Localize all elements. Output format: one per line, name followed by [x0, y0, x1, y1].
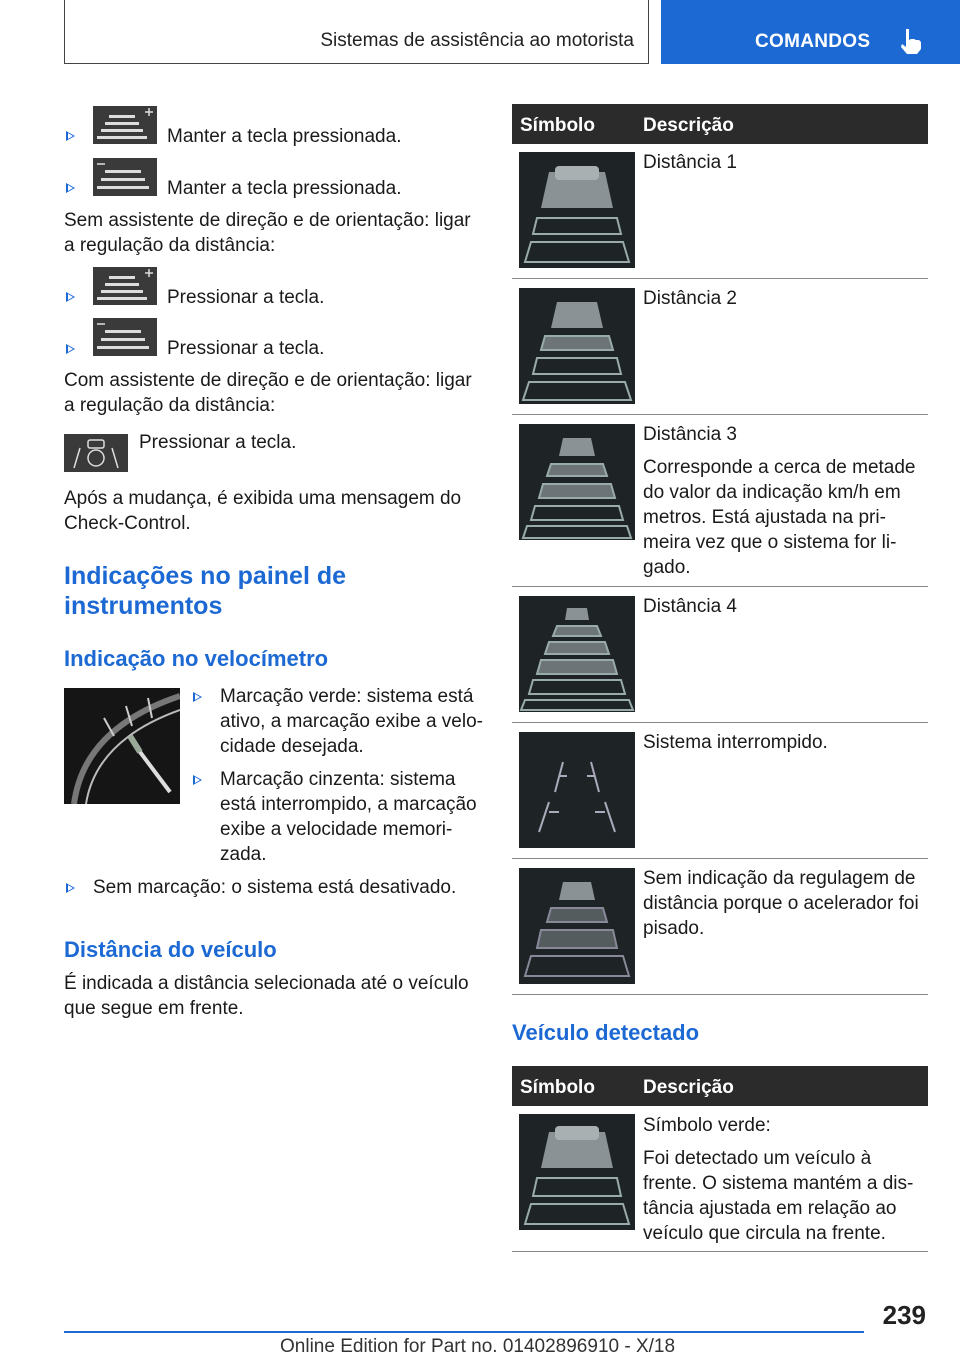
column-header-symbol: Símbolo: [520, 1077, 595, 1098]
paragraph-4-line-1: É indicada a distância selecionada até o veículo: [64, 973, 469, 994]
speedometer-image: [64, 688, 180, 804]
item-3-text: Pressionar a tecla.: [167, 287, 325, 308]
vehicle-detected-line-4: veículo que circula na frente.: [643, 1223, 886, 1244]
distance-3-note-line-4: meira vez que o sistema for li-: [643, 532, 897, 553]
table-row-divider: [512, 278, 928, 279]
bullet-icon: [66, 883, 75, 893]
bullet-2-line-3: exibe a velocidade memori-: [220, 819, 453, 840]
distance-3-note-line-5: gado.: [643, 557, 691, 578]
paragraph-2-line-1: Com assistente de direção e de orientação: ligar: [64, 370, 472, 391]
bullet-3-text: Sem marcação: o sistema está desativado.: [93, 877, 457, 898]
heading-vehicle-detected: Veículo detectado: [512, 1020, 700, 1045]
footer-edition: Online Edition for Part no. 01402896910 - X/18: [280, 1336, 676, 1357]
vehicle-detected-line-3: tância ajustada em relação ao: [643, 1198, 897, 1219]
distance-1-symbol: [519, 152, 635, 268]
item-4-text: Pressionar a tecla.: [167, 338, 325, 359]
system-interrupted-text: Sistema interrompido.: [643, 732, 828, 753]
bullet-icon: [66, 344, 75, 354]
column-header-description: Descrição: [643, 1077, 734, 1098]
distance-3-note-line-3: metros. Está ajustada na pri-: [643, 507, 886, 528]
header-chapter: [661, 0, 960, 64]
table-row-divider: [512, 858, 928, 859]
distance-3-text: Distância 3: [643, 424, 737, 445]
distance-2-text: Distância 2: [643, 288, 737, 309]
paragraph-3-line-2: Check-Control.: [64, 513, 191, 534]
bullet-icon: [193, 692, 202, 702]
table-1-header: [512, 104, 928, 144]
vehicle-detected-symbol: [519, 1114, 635, 1230]
section-title: Sistemas de assistência ao motorista: [320, 30, 634, 51]
footer-divider: [64, 1331, 864, 1333]
no-indication-line-3: pisado.: [643, 918, 705, 939]
bullet-icon: [66, 131, 75, 141]
table-row-divider: [512, 722, 928, 723]
vehicle-detected-line-2: frente. O sistema mantém a dis-: [643, 1173, 914, 1194]
paragraph-4-line-2: que segue em frente.: [64, 998, 244, 1019]
heading-speedometer: Indicação no velocímetro: [64, 646, 329, 671]
steering-assist-button-icon: [64, 434, 128, 472]
item-2-text: Manter a tecla pressionada.: [167, 178, 402, 199]
distance-decrease-button-icon: [93, 318, 157, 356]
table-2-header: [512, 1066, 928, 1106]
distance-3-note-line-1: Corresponde a cerca de metade: [643, 457, 916, 478]
bullet-1-line-1: Marcação verde: sistema está: [220, 686, 474, 707]
table-row-divider: [512, 994, 928, 995]
distance-3-note-line-2: do valor da indicação km/h em: [643, 482, 901, 503]
table-row-divider: [512, 1251, 928, 1252]
column-header-symbol: Símbolo: [520, 115, 595, 136]
paragraph-1-line-2: a regulação da distância:: [64, 235, 276, 256]
column-header-description: Descrição: [643, 115, 734, 136]
distance-4-text: Distância 4: [643, 596, 737, 617]
bullet-icon: [66, 292, 75, 302]
no-indication-line-1: Sem indicação da regulagem de: [643, 868, 916, 889]
vehicle-detected-line-1: Foi detectado um veículo à: [643, 1148, 872, 1169]
item-5-text: Pressionar a tecla.: [139, 432, 297, 453]
vehicle-detected-title: Símbolo verde:: [643, 1115, 771, 1136]
bullet-icon: [66, 183, 75, 193]
distance-4-symbol: [519, 596, 635, 712]
table-row-divider: [512, 586, 928, 587]
paragraph-1-line-1: Sem assistente de direção e de orientação: ligar: [64, 210, 471, 231]
heading-instruments-line-2: instrumentos: [64, 592, 223, 620]
bullet-2-line-4: zada.: [220, 844, 267, 865]
paragraph-2-line-2: a regulação da distância:: [64, 395, 276, 416]
bullet-2-line-2: está interrompido, a marcação: [220, 794, 477, 815]
pointing-hand-icon: [897, 27, 923, 55]
distance-decrease-button-icon: [93, 158, 157, 196]
heading-instruments-line-1: Indicações no painel de: [64, 562, 347, 590]
heading-vehicle-distance: Distância do veículo: [64, 937, 277, 962]
bullet-1-line-2: ativo, a marcação exibe a velo-: [220, 711, 483, 732]
bullet-icon: [193, 775, 202, 785]
distance-3-symbol: [519, 424, 635, 540]
distance-1-text: Distância 1: [643, 152, 737, 173]
system-interrupted-symbol: [519, 732, 635, 848]
page-number: 239: [882, 1300, 926, 1330]
paragraph-3-line-1: Após a mudança, é exibida uma mensagem do: [64, 488, 462, 509]
header-section: [64, 0, 649, 64]
distance-increase-button-icon: [93, 106, 157, 144]
item-1-text: Manter a tecla pressionada.: [167, 126, 402, 147]
distance-2-symbol: [519, 288, 635, 404]
table-row-divider: [512, 414, 928, 415]
bullet-1-line-3: cidade desejada.: [220, 736, 364, 757]
accelerator-pressed-symbol: [519, 868, 635, 984]
bullet-2-line-1: Marcação cinzenta: sistema: [220, 769, 456, 790]
no-indication-line-2: distância porque o acelerador foi: [643, 893, 919, 914]
distance-increase-button-icon: [93, 267, 157, 305]
chapter-title: COMANDOS: [755, 31, 871, 52]
